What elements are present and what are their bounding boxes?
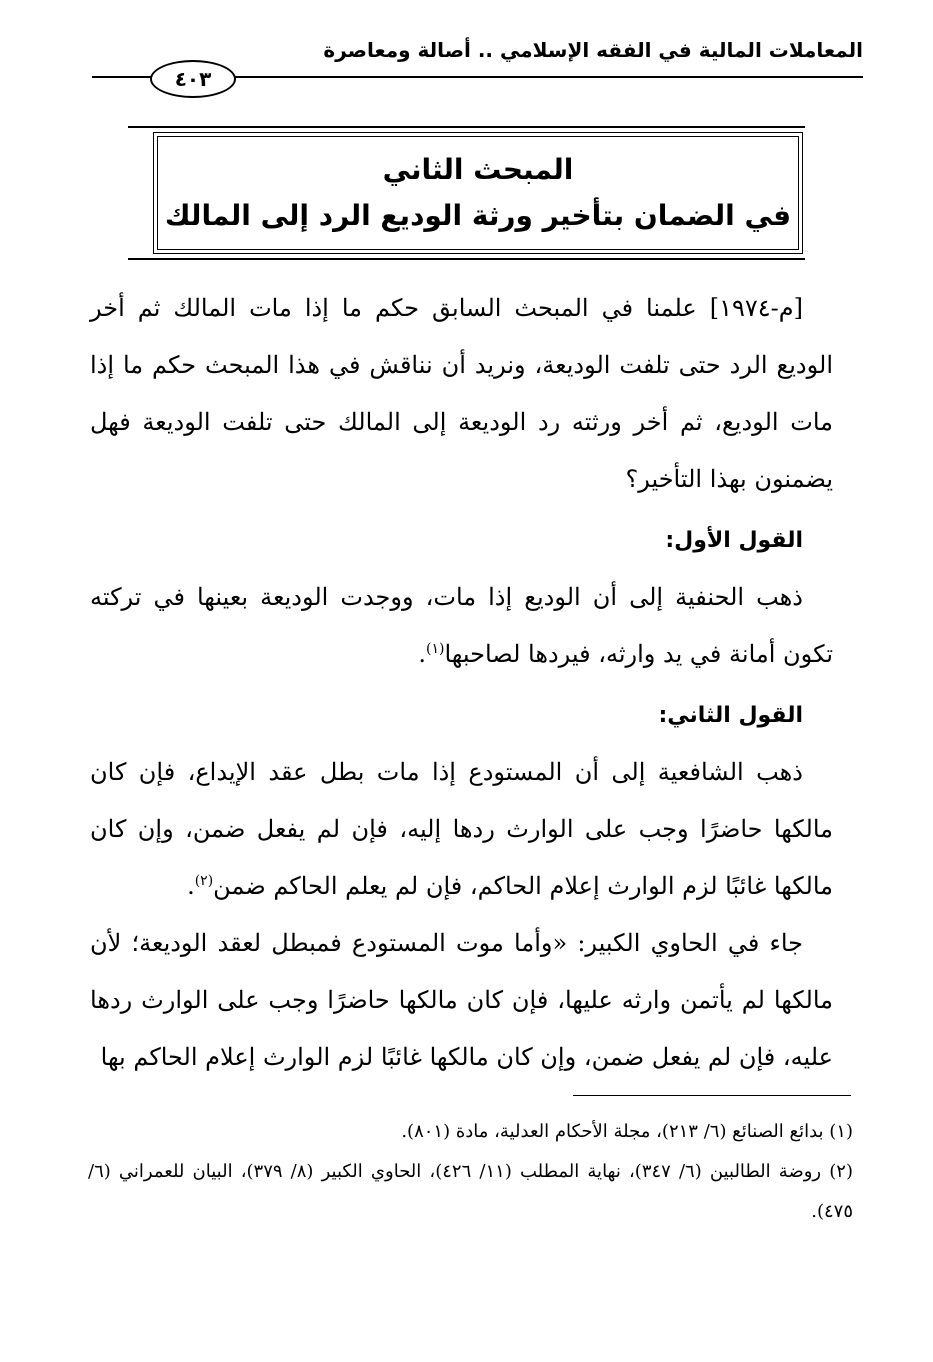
footnote-ref-2: (٢) xyxy=(194,873,214,889)
section-title: المبحث الثاني xyxy=(382,153,574,186)
intro-paragraph: [م-١٩٧٤] علمنا في المبحث السابق حكم ما إذا مات المالك ثم أخر الوديع الرد حتى تلفت الوديعة، ونريد أن نناقش في هذا المبحث حكم ما إذا مات الوديع، ثم أخر ورثته رد الوديعة إلى المالك حتى تلفت الوديعة فهل يضمنون بهذا التأخير؟ xyxy=(90,294,833,493)
opinion-2-period: . xyxy=(187,872,195,900)
title-bottom-rule xyxy=(128,258,805,260)
footnotes xyxy=(88,1112,853,1232)
running-header: المعاملات المالية في الفقه الإسلامي .. أصالة ومعاصرة xyxy=(323,38,863,62)
opinion-1-period: . xyxy=(418,640,427,668)
footnote-separator xyxy=(573,1095,851,1096)
body-text xyxy=(90,280,833,1086)
footnote-ref-1: (١) xyxy=(426,641,445,657)
footnote-2: (٢) روضة الطالبين (٦/ ٣٤٧)، نهاية المطلب (١١/ ٤٢٦)، الحاوي الكبير (٨/ ٣٧٩)، البيان للعمراني (٦/ ٤٧٥). xyxy=(88,1161,853,1222)
quote-paragraph: جاء في الحاوي الكبير: «وأما موت المستودع فمبطل لعقد الوديعة؛ لأن مالكها لم يأتمن وارثه عليها، فإن كان مالكها حاضرًا وجب على الوارث ردها عليه، فإن لم يفعل ضمن، وإن كان مالكها غائبًا لزم الوارث إعلام الحاكم بها xyxy=(90,929,833,1071)
section-subtitle: في الضمان بتأخير ورثة الوديع الرد إلى المالك xyxy=(164,199,792,232)
page-number: ٤٠٣ xyxy=(150,60,236,98)
opinion-1-heading: القول الأول: xyxy=(665,528,803,553)
opinion-2-text: ذهب الشافعية إلى أن المستودع إذا مات بطل عقد الإيداع، فإن كان مالكها حاضرًا وجب على الوارث ردها إليه، فإن لم يفعل ضمن، وإن كان مالكها غائبًا لزم الوارث إعلام الحاكم، فإن لم يعلم الحاكم ضمن xyxy=(90,758,833,900)
opinion-2-heading: القول الثاني: xyxy=(658,703,803,728)
footnote-1: (١) بدائع الصنائع (٦/ ٢١٣)، مجلة الأحكام العدلية، مادة (٨٠١). xyxy=(401,1121,853,1142)
section-title-box xyxy=(157,136,799,250)
title-top-rule xyxy=(128,126,805,128)
opinion-1-paragraph xyxy=(90,569,833,683)
opinion-1-text: ذهب الحنفية إلى أن الوديع إذا مات، ووجدت الوديعة بعينها في تركته تكون أمانة في يد وارثه، فيردها لصاحبها xyxy=(90,583,833,668)
opinion-2-paragraph xyxy=(90,744,833,915)
